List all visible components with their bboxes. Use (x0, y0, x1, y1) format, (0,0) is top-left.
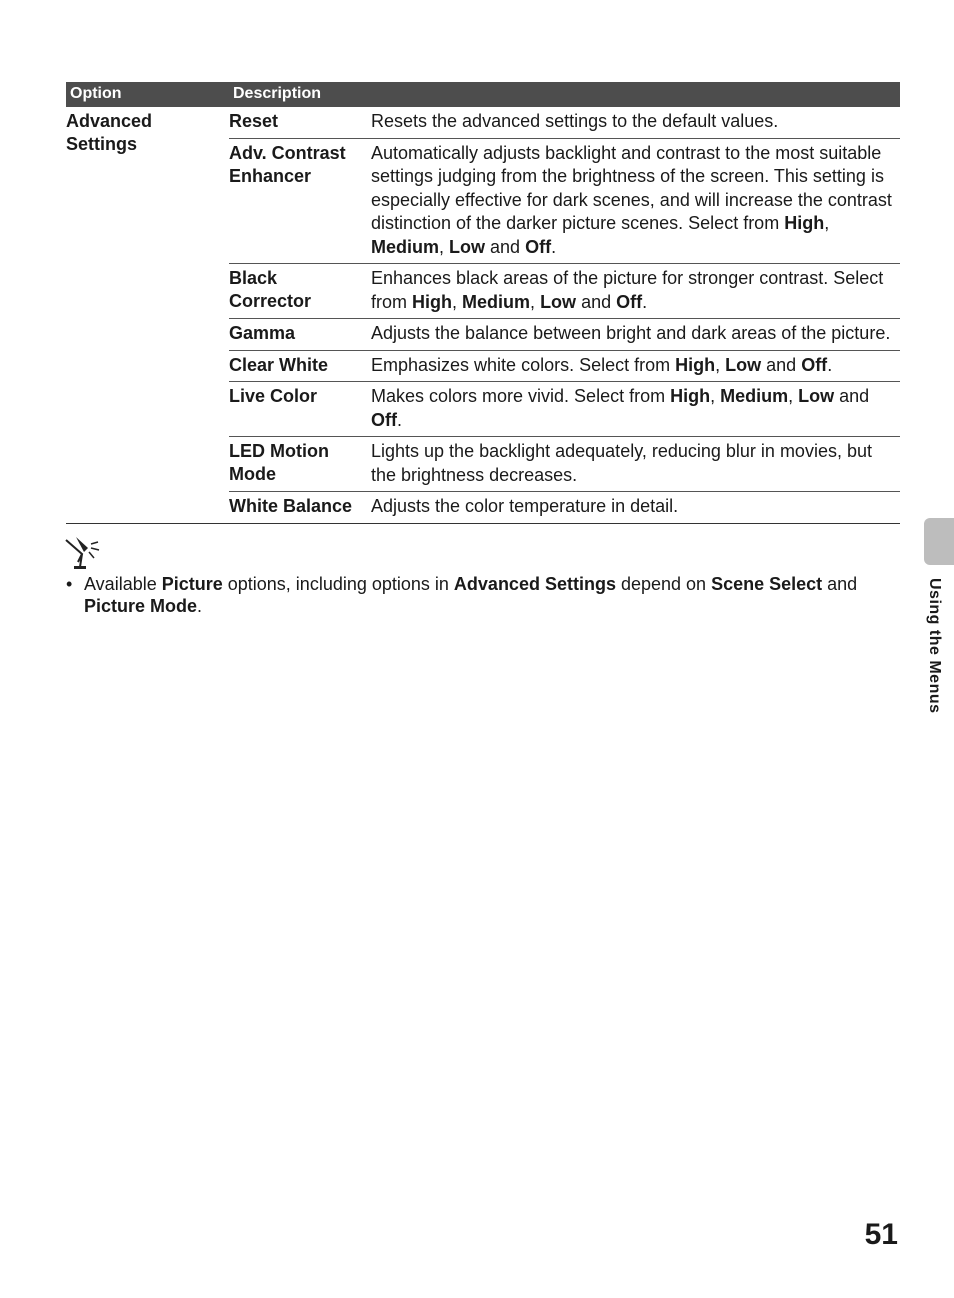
option-name: Live Color (229, 386, 318, 406)
option-name: Gamma (229, 323, 296, 343)
note-bullet: • (66, 574, 73, 594)
option-rows (229, 107, 900, 523)
option-name: Black Corrector (229, 268, 312, 311)
table-row (229, 139, 900, 265)
option-group-label: Advanced Settings (66, 111, 153, 154)
option-description: Enhances black areas of the picture for stronger contrast. Select from High, Medium, Low and Off. (371, 268, 884, 312)
option-description: Lights up the backlight adequately, reducing blur in movies, but the brightness decreases. (371, 441, 872, 485)
note-text: Available Picture options, including options in Advanced Settings depend on Scene Select and Picture Mode. (84, 574, 858, 616)
table-row (229, 264, 900, 319)
option-description: Adjusts the balance between bright and dark areas of the picture. (371, 323, 891, 343)
lamp-hint-icon (64, 534, 102, 570)
table-row (229, 492, 900, 523)
table-body (66, 107, 900, 524)
table-row (229, 382, 900, 437)
option-name: Clear White (229, 354, 329, 375)
option-name: Adv. Contrast Enhancer (229, 142, 346, 186)
option-name: LED Motion Mode (229, 441, 329, 484)
table-row (229, 319, 900, 351)
table-row (229, 351, 900, 383)
table-row (229, 107, 900, 139)
section-side-label: Using the Menus (926, 578, 943, 714)
option-description: Adjusts the color temperature in detail. (371, 496, 679, 516)
side-tab-marker (924, 518, 954, 565)
settings-table (66, 82, 900, 524)
header-description: Description (233, 85, 322, 102)
option-name: White Balance (229, 496, 353, 516)
option-description: Automatically adjusts backlight and contrast to the most suitable settings judging from the brightness of the screen. This setting is especially effective for dark scenes, and will increase the contrast distinction of the darker picture scenes. Select from High, Medium, Low and Off. (371, 142, 892, 257)
option-description: Makes colors more vivid. Select from High, Medium, Low and Off. (371, 386, 870, 430)
table-header (66, 82, 900, 107)
table-row (229, 437, 900, 492)
hint-note (66, 573, 886, 617)
page-number: 51 (864, 1218, 898, 1251)
option-description: Emphasizes white colors. Select from High, Low and Off. (371, 354, 833, 375)
option-name: Reset (229, 111, 279, 131)
header-option: Option (70, 85, 122, 102)
option-description: Resets the advanced settings to the default values. (371, 111, 779, 131)
